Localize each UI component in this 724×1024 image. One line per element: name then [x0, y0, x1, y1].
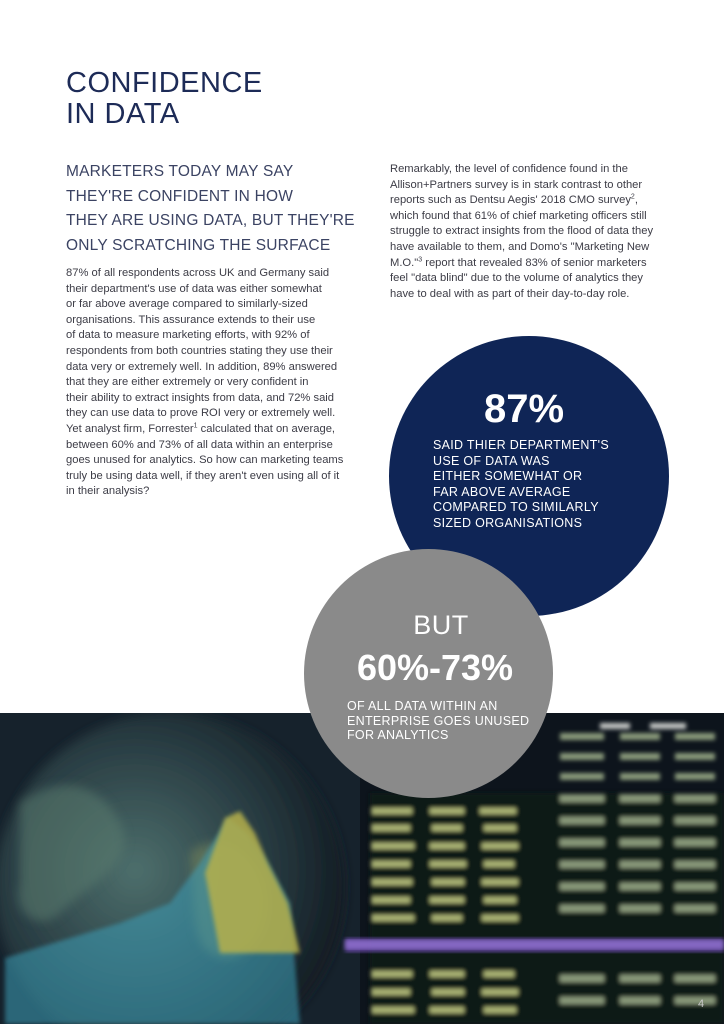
body-line-part: M.O."	[390, 256, 419, 269]
body-line-with-footnote	[390, 193, 660, 209]
body-line: they can use data to prove ROI very or extremely well.	[66, 407, 336, 420]
left-body-paragraph	[66, 266, 356, 500]
body-line: their department's use of data was either somewhat	[66, 282, 322, 295]
subhead-line: MARKETERS TODAY MAY SAY	[66, 163, 294, 180]
body-line-part: Yet analyst firm, Forrester	[66, 422, 194, 435]
grey-callout-description	[347, 699, 547, 743]
body-line: respondents from both countries stating they use their	[66, 344, 333, 357]
body-line: have to deal with as part of their day-to-day role.	[390, 287, 630, 300]
callout-line: SAID THIER DEPARTMENT'S	[433, 438, 609, 452]
body-line-part: ,	[634, 194, 638, 207]
body-line: their ability to extract insights from data, and 72% said	[66, 391, 335, 404]
footnote-marker: 2	[630, 193, 635, 201]
page-number: 4	[698, 998, 705, 1010]
stat-87-percent: 87%	[483, 387, 565, 431]
stat-60-73-percent: 60%-73%	[356, 647, 514, 688]
but-label: BUT	[413, 610, 469, 640]
body-line: between 60% and 73% of all data within an enterprise	[66, 438, 333, 451]
body-line-part: reports such as Dentsu Aegis' 2018 CMO survey	[390, 194, 631, 207]
callout-line: FOR ANALYTICS	[347, 728, 449, 742]
right-body-paragraph	[390, 162, 660, 302]
body-line: truly be using data well, if they aren't even using all of it	[66, 469, 340, 482]
body-line-with-footnote	[390, 256, 660, 272]
section-subheading	[66, 160, 366, 258]
body-line: have available to them, and Domo's "Marketing New	[390, 240, 650, 253]
subhead-line: THEY ARE USING DATA, BUT THEY'RE	[66, 212, 355, 229]
body-line-part: report that revealed 83% of senior marketers	[422, 256, 647, 269]
body-line: in their analysis?	[66, 485, 150, 498]
callout-line: COMPARED TO SIMILARLY	[433, 500, 599, 514]
navy-callout-description	[433, 438, 633, 531]
subhead-line: ONLY SCRATCHING THE SURFACE	[66, 236, 331, 254]
body-line-part: calculated that on average,	[197, 422, 336, 435]
body-line: 87% of all respondents across UK and Germany said	[66, 267, 330, 279]
callout-line: FAR ABOVE AVERAGE	[433, 484, 571, 499]
body-line: organisations. This assurance extends to their use	[66, 313, 316, 326]
callout-line: SIZED ORGANISATIONS	[433, 515, 583, 530]
body-line: which found that 61% of chief marketing officers still	[390, 209, 647, 222]
footnote-marker: 3	[418, 255, 423, 263]
body-line: goes unused for analytics. So how can marketing teams	[66, 454, 344, 467]
body-line: Remarkably, the level of confidence found in the	[390, 163, 628, 175]
callout-line: EITHER SOMEWHAT OR	[433, 469, 583, 483]
callout-line: OF ALL DATA WITHIN AN	[347, 699, 498, 713]
body-line: data very or extremely well. In addition, 89% answered	[66, 360, 338, 373]
callout-line: USE OF DATA WAS	[433, 453, 550, 468]
body-line: feel "data blind" due to the volume of analytics they	[390, 272, 643, 285]
body-line-with-footnote	[66, 422, 356, 438]
body-line: that they are either extremely or very confident in	[66, 376, 309, 389]
footnote-marker: 1	[193, 422, 198, 430]
body-line: or far above average compared to similarly-sized	[66, 298, 308, 311]
title-line-2: IN DATA	[66, 98, 180, 130]
body-line: Allison+Partners survey is in stark contrast to other	[390, 178, 643, 191]
body-line: struggle to extract insights from the flood of data they	[390, 225, 654, 238]
subhead-line: THEY'RE CONFIDENT IN HOW	[66, 187, 294, 205]
body-line: of data to measure marketing efforts, with 92% of	[66, 329, 310, 342]
callout-line: ENTERPRISE GOES UNUSED	[347, 713, 530, 728]
page-title	[66, 68, 263, 130]
title-line-1: CONFIDENCE	[66, 67, 263, 99]
